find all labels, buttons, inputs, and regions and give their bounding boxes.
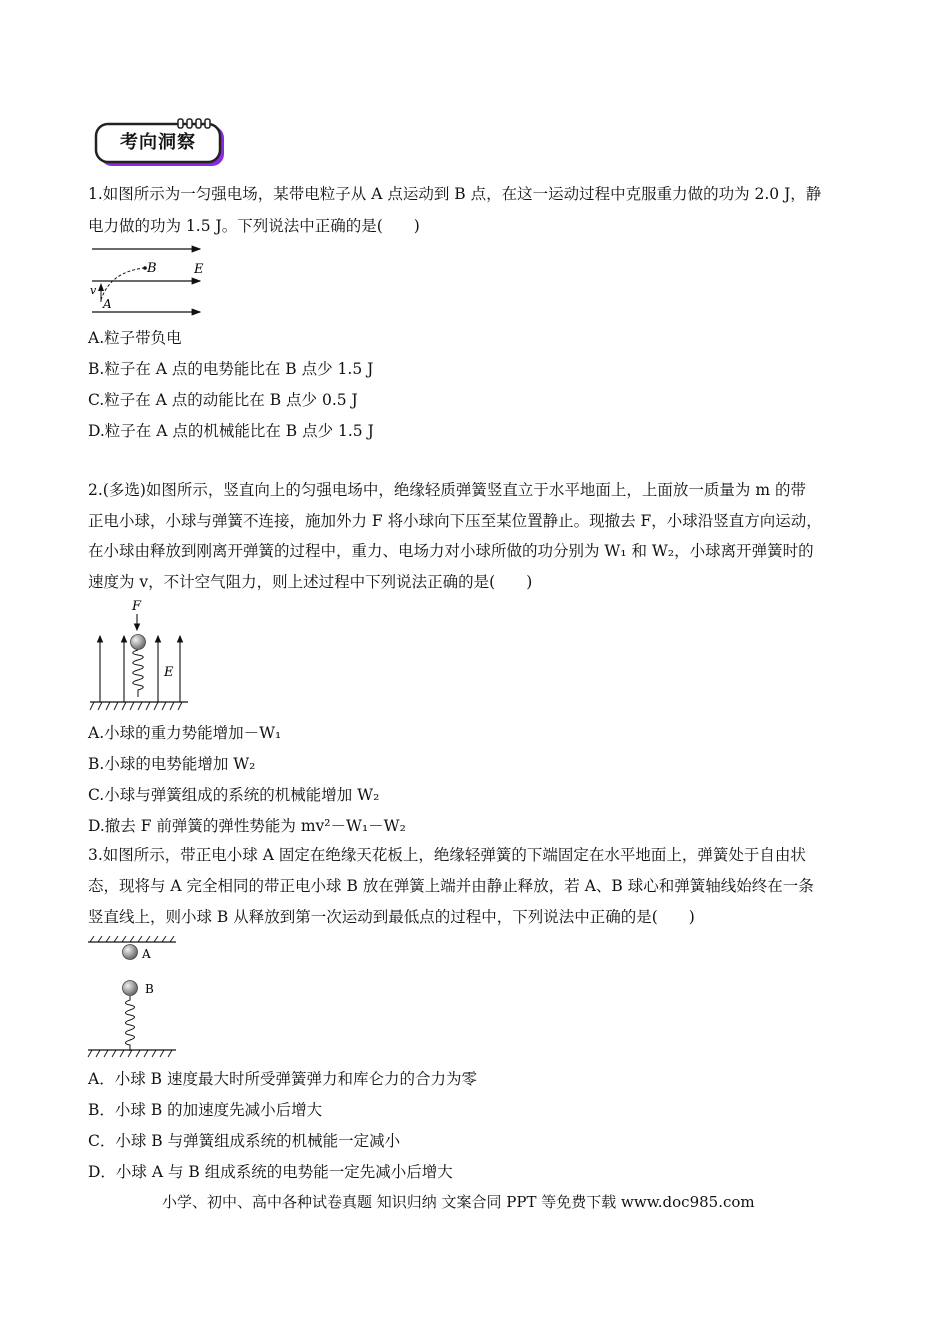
q2-text-line-4: 速度为 v，不计空气阻力，则上述过程中下列说法正确的是( ) — [88, 573, 533, 591]
q1-label-v: v — [90, 284, 97, 297]
q2-text-line-2: 正电小球，小球与弹簧不连接，施加外力 F 将小球向下压至某位置静止。现撤去 F，小球沿竖直方向运动， — [88, 512, 822, 530]
q3-label-B: B — [145, 982, 154, 996]
q3-text-line-1: 3.如图所示，带正电小球 A 固定在绝缘天花板上，绝缘轻弹簧的下端固定在水平地面上，弹簧处于自由状 — [88, 846, 806, 864]
q3-option-d[interactable]: D．小球 A 与 B 组成系统的电势能一定先减小后增大 — [88, 1163, 453, 1181]
q3-option-c[interactable]: C．小球 B 与弹簧组成系统的机械能一定减小 — [88, 1132, 401, 1150]
q2-text-line-3: 在小球由释放到刚离开弹簧的过程中，重力、电场力对小球所做的功分别为 W₁ 和 W₂，小球离开弹簧时的 — [88, 542, 814, 560]
q3-option-a[interactable]: A．小球 B 速度最大时所受弹簧弹力和库仑力的合力为零 — [88, 1070, 477, 1088]
q2-label-F: F — [132, 599, 142, 614]
q2-text-line-1: 2.(多选)如图所示，竖直向上的匀强电场中，绝缘轻质弹簧竖直立于水平地面上，上面放一质量为 m 的带 — [88, 481, 806, 499]
q2-option-c[interactable]: C.小球与弹簧组成的系统的机械能增加 W₂ — [88, 786, 380, 804]
q2-label-E: E — [164, 665, 174, 680]
q3-text-line-2: 态，现将与 A 完全相同的带正电小球 B 放在弹簧上端并由静止释放，若 A、B 球心和弹簧轴线始终在一条 — [88, 877, 814, 895]
q3-option-b[interactable]: B．小球 B 的加速度先减小后增大 — [88, 1101, 323, 1119]
q2-option-d[interactable]: D.撤去 F 前弹簧的弹性势能为 mv²－W₁－W₂ — [88, 817, 406, 835]
q2-spring-diagram — [88, 596, 198, 712]
q2-option-a[interactable]: A.小球的重力势能增加－W₁ — [88, 724, 282, 742]
q1-option-c[interactable]: C.粒子在 A 点的动能比在 B 点少 0.5 J — [88, 391, 358, 409]
q1-label-A: A — [103, 297, 112, 311]
q1-option-a[interactable]: A.粒子带负电 — [88, 329, 182, 347]
q1-text-line-2: 电力做的功为 1.5 J。下列说法中正确的是( ) — [88, 217, 420, 235]
q1-option-d[interactable]: D.粒子在 A 点的机械能比在 B 点少 1.5 J — [88, 422, 374, 440]
q3-text-line-3: 竖直线上，则小球 B 从释放到第一次运动到最低点的过程中，下列说法中正确的是( ) — [88, 908, 695, 926]
q3-spring-diagram — [86, 932, 182, 1060]
q1-text-line-1: 1.如图所示为一匀强电场，某带电粒子从 A 点运动到 B 点，在这一运动过程中克服重力做的功为 2.0 J，静 — [88, 185, 822, 203]
q1-option-b[interactable]: B.粒子在 A 点的电势能比在 B 点少 1.5 J — [88, 360, 374, 378]
q1-label-B: B — [147, 261, 157, 276]
q1-field-diagram — [88, 240, 212, 322]
page-footer: 小学、初中、高中各种试卷真题 知识归纳 文案合同 PPT 等免费下载 www.doc985.com — [162, 1193, 755, 1211]
q1-label-E: E — [194, 262, 204, 277]
q3-label-A: A — [142, 947, 151, 961]
q2-option-b[interactable]: B.小球的电势能增加 W₂ — [88, 755, 256, 773]
section-badge-title: 考向洞察 — [120, 132, 196, 153]
